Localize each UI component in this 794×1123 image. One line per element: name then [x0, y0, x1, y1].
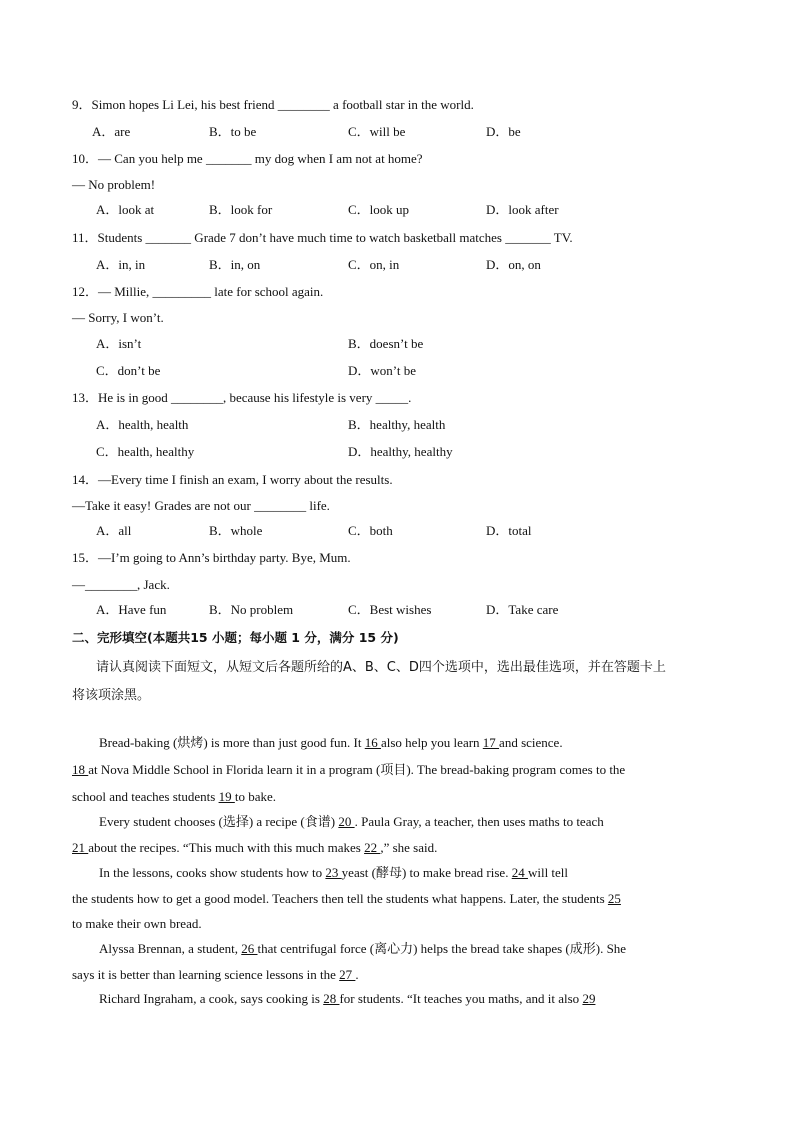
passage-p4-line2 [72, 967, 359, 983]
question-12-option-b: B．doesn’t be [348, 336, 424, 351]
question-14-option-a: A．all [96, 523, 132, 538]
question-12-reply: — Sorry, I won’t. [72, 310, 164, 325]
question-9-option-d: D．be [486, 124, 521, 139]
question-15-option-b: B．No problem [209, 602, 294, 617]
passage-text: to make their own bread. [72, 916, 202, 931]
passage-p3-line1 [99, 865, 568, 881]
passage-p5-line1 [99, 991, 595, 1007]
question-14-option-b: B．whole [209, 523, 263, 538]
blank-21: 21 [72, 840, 89, 855]
passage-text: yeast (酵母) to make bread rise. [341, 865, 512, 880]
passage-paragraph-4 [72, 941, 723, 986]
question-11-option-c: C．on, in [348, 257, 400, 272]
passage-text: to bake. [234, 789, 276, 804]
question-12-stem: 12．— Millie, _________ late for school again. [72, 284, 324, 299]
question-13-option-d: D．healthy, healthy [348, 444, 453, 459]
passage-text: says it is better than learning science lessons in the [72, 967, 340, 982]
passage-text: the students how to get a good model. Teachers then tell the students what happens. Later, the students [72, 891, 608, 906]
question-12-option-c: C．don’t be [96, 363, 161, 378]
question-10-reply: — No problem! [72, 177, 156, 192]
blank-19: 19 [218, 789, 235, 804]
question-14-option-d: D．total [486, 523, 532, 538]
blank-16: 16 [364, 735, 381, 750]
question-9-option-b: B．to be [209, 124, 257, 139]
passage-p2-line2 [72, 840, 437, 856]
question-11-stem: 11．Students _______ Grade 7 don’t have much time to watch basketball matches _______ TV. [72, 230, 573, 245]
question-10-option-d: D．look after [486, 202, 559, 217]
passage-paragraph-5 [72, 991, 723, 1011]
question-13-option-c: C．health, healthy [96, 444, 195, 459]
section-2-heading: 二、完形填空(本题共15 小题；每小题 1 分，满分 15 分) [72, 630, 399, 645]
question-10-option-a: A．look at [96, 202, 155, 217]
passage-text: at Nova Middle School in Florida learn it in a program (项目). The bread-baking program comes to the [88, 762, 626, 777]
blank-27: 27 [339, 967, 356, 982]
question-11-option-d: D．on, on [486, 257, 541, 272]
question-10-stem: 10．— Can you help me _______ my dog when I am not at home? [72, 151, 423, 166]
passage-p4-line1 [99, 941, 626, 957]
passage-text: Bread-baking (烘烤) is more than just good fun. It [99, 735, 365, 750]
question-15-option-c: C．Best wishes [348, 602, 432, 617]
question-14-option-c: C．both [348, 523, 393, 538]
question-12-option-d: D．won’t be [348, 363, 417, 378]
passage-p3-line3 [72, 916, 202, 932]
question-10-option-b: B．look for [209, 202, 273, 217]
question-15-reply: —________, Jack. [72, 577, 170, 592]
blank-22: 22 [364, 840, 381, 855]
question-10-option-c: C．look up [348, 202, 410, 217]
question-15-option-d: D．Take care [486, 602, 559, 617]
passage-p1-line3 [72, 789, 276, 805]
passage-text: Alyssa Brennan, a student, [99, 941, 242, 956]
blank-20: 20 [338, 814, 355, 829]
question-9-option-c: C．will be [348, 124, 406, 139]
passage-text: Every student chooses (选择) a recipe (食谱) [99, 814, 339, 829]
question-13-option-b: B．healthy, health [348, 417, 446, 432]
passage-text: In the lessons, cooks show students how to [99, 865, 326, 880]
passage-text: for students. “It teaches you maths, and it also [339, 991, 583, 1006]
passage-text: Richard Ingraham, a cook, says cooking is [99, 991, 324, 1006]
blank-28: 28 [323, 991, 340, 1006]
passage-text: also help you learn [380, 735, 483, 750]
passage-p2-line1 [99, 814, 604, 830]
blank-26: 26 [241, 941, 258, 956]
passage-p1-line2 [72, 762, 625, 778]
blank-29: 29 [582, 991, 596, 1006]
passage-paragraph-2 [72, 814, 723, 859]
passage-paragraph-1 [72, 735, 723, 805]
question-15-stem: 15．—I’m going to Ann’s birthday party. Bye, Mum. [72, 550, 351, 565]
question-15-option-a: A．Have fun [96, 602, 167, 617]
blank-23: 23 [325, 865, 342, 880]
passage-p1-line1 [99, 735, 563, 751]
passage-text: school and teaches students [72, 789, 219, 804]
passage-text: ,” she said. [380, 840, 438, 855]
question-9-stem: 9．Simon hopes Li Lei, his best friend ________ a football star in the world. [72, 97, 474, 112]
passage-paragraph-3 [72, 865, 723, 935]
passage-text: about the recipes. “This much with this much makes [88, 840, 365, 855]
blank-25: 25 [607, 891, 621, 906]
question-13-option-a: A．health, health [96, 417, 189, 432]
passage-p3-line2 [72, 891, 621, 907]
passage-text: . Paula Gray, a teacher, then uses maths to teach [354, 814, 604, 829]
passage-text: will tell [527, 865, 569, 880]
question-13-stem: 13．He is in good ________, because his lifestyle is very _____. [72, 390, 412, 405]
question-14-reply: —Take it easy! Grades are not our ________ life. [72, 498, 330, 513]
section-2-instruction-line1: 请认真阅读下面短文，从短文后各题所给的A、B、C、D四个选项中，选出最佳选项，并在答题卡上 [96, 660, 666, 675]
question-14-stem: 14．—Every time I finish an exam, I worry about the results. [72, 472, 393, 487]
question-9-option-a: A．are [92, 124, 131, 139]
passage-text: and science. [499, 735, 563, 750]
question-12-option-a: A．isn’t [96, 336, 142, 351]
blank-18: 18 [72, 762, 89, 777]
question-11-option-a: A．in, in [96, 257, 146, 272]
blank-17: 17 [482, 735, 500, 750]
question-11-option-b: B．in, on [209, 257, 261, 272]
passage-text: . [355, 967, 359, 982]
passage-text: that centrifugal force (离心力) helps the bread take shapes (成形). She [257, 941, 627, 956]
section-2-instruction-line2: 将该项涂黑。 [72, 688, 151, 703]
blank-24: 24 [511, 865, 528, 880]
